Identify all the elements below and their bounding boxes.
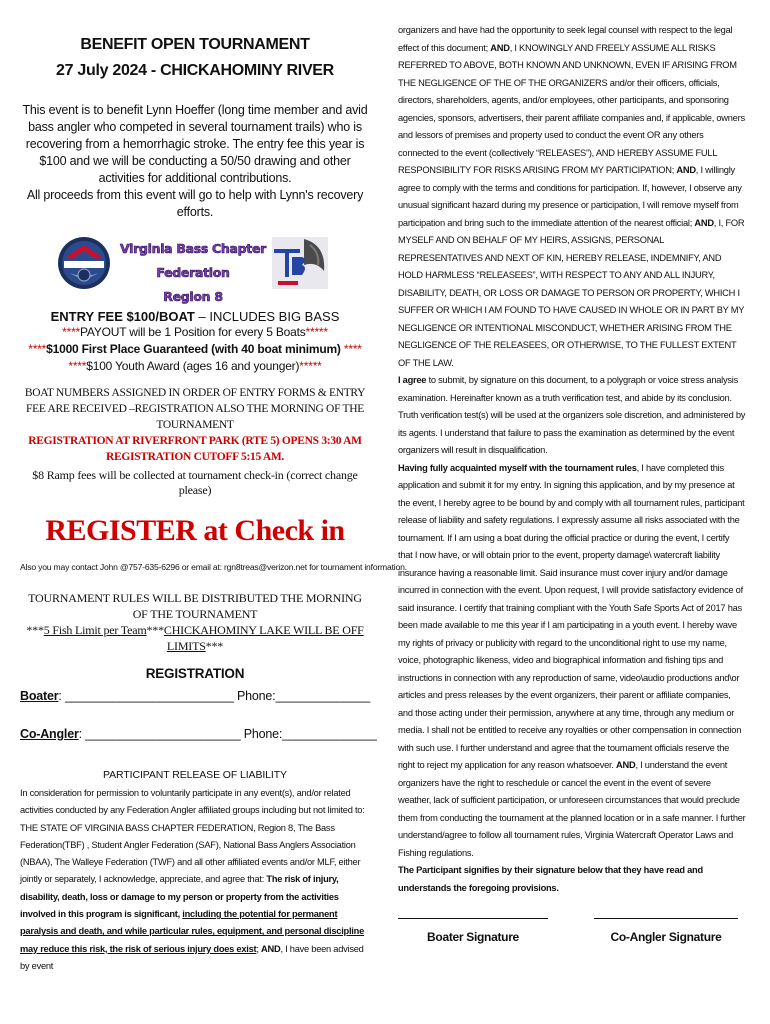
release-p3-bold: Having fully acquainted myself with the tournament rules (398, 462, 637, 473)
left-column (20, 36, 407, 975)
release-p2-bold: I agree (398, 375, 427, 385)
federation-logo-text (118, 237, 268, 309)
release-p1-d: , I, FOR MYSELF AND ON BEHALF OF MY HEIRS, ASSIGNS, PERSONAL REPRESENTATIVES AND NEXT OF KIN, HEREBY RELEASE, INDEMNIFY, AND HOLD HARMLESS “RELEASEES”, WITH RESPECT TO ANY AND ALL INJURY, DISABILITY, DEATH, OR LOSS OR DAMAGE TO PERSON OR PROPERTY, WHICH I SUFFER OR WHICH I AM FOUND TO HAVE CAUSED IN WHOLE OR IN PART BY MY NEGLIGENCE OR INTENTIONAL MISCONDUCT, WHETHER ARISING FROM THE NEGLIGENCE OF THE RELEASEES, OR OTHERWISE, TO THE FULLEST EXTENT OF THE LAW. (398, 217, 745, 368)
release-p3-text: , I have completed this application and submit it for my entry. In signing this application, and by my presence at the event, I hereby agree to be bound by and comply with all tournament rules, participant release of liability and safety regulations. I expressly assume all risks associated with the tournament. If I am using a boat during the official practice or during the event, I certify that I now have, or will obtain prior to the event, property damage\ watercraft liability insurance having a reasonable limit. Said insurance must cover injury and/or damage incurred in connection with the event. Upon request, I will provide satisfactory evidence of said insurance. I certify that training compliant with the Youth Safe Sports Act of 2017 has been made available to me this year if I am participating in a youth event. I hereby wave my rights of privacy or publicity with regard to the unconditional right to use my name, voice, photographic likeness, video and biographical information and fishing tips and instructions in connection with any reproduction of same, video\audio productions and\or articles and press releases by the event organizers, their parent or affiliate companies, and those acting under their permission, anywhere at any time, through any medium or media. I shall not be entitled to receive any royalties or other compensation in connection with such use. I further understand and agree that the tournament officials reserve the right to reject my application for any reason whatsoever. (398, 462, 745, 770)
release-left-part2: ; (256, 943, 262, 954)
payout-text: PAYOUT will be 1 Position for every 5 Boats (80, 325, 306, 339)
boater-signature-line[interactable] (398, 918, 548, 919)
limit-mid-stars: *** (146, 623, 164, 637)
coangler-signature-label: Co-Angler Signature (610, 930, 722, 944)
federation-region: Region 8 (163, 289, 223, 304)
first-place-text: $1000 First Place Guaranteed (with 40 boat minimum) (46, 342, 341, 356)
release-p1-and1: AND (490, 42, 510, 53)
coangler-signature-line[interactable] (594, 918, 738, 919)
release-p1-a: organizers and have had the opportunity to seek legal counsel with respect to the legal effect of this document; (398, 25, 733, 53)
payout-stars-before: **** (62, 325, 81, 339)
right-column (398, 22, 746, 897)
intro-paragraph: This event is to benefit Lynn Hoeffer (long time member and avid bass angler who competed in several tournament trails) who is recovering from a hemorrhagic stroke. The entry fee this year is $100 and we will be conducting a 50/50 drawing and other activities for additional contributions. (22, 103, 368, 185)
release-paragraph-2 (398, 372, 746, 460)
registration-location: REGISTRATION AT RIVERFRONT PARK (RTE 5) OPENS 3:30 AM (28, 435, 362, 447)
release-paragraph-1 (398, 22, 746, 372)
youth-stars-after: ***** (299, 359, 322, 373)
first-place-stars-before: **** (28, 342, 47, 356)
release-left-part1: In consideration for permission to voluntarily participate in any event(s), and/or related activities conducted by any Federation Angler affiliated groups including but not limited to: THE STATE OF VIRGINIA BASS CHAPTER FEDERATION, Region 8, The Bass Federation(TBF) , Student Angler Federation (SAF), National Bass Anglers Association (NBAA), The Walleye Federation (TWF) and all other affiliated events and/or MLF, either jointly or separately, I acknowledge, appreciate, and agree that: (20, 788, 365, 885)
coangler-field[interactable] (20, 727, 377, 741)
release-text-left (20, 785, 370, 975)
release-p2-text: to submit, by signature on this document, to a polygraph or voice stress analysis examination. Hereinafter known as a truth verification test, and abide by its conclusion. Truth verification test(s) will be used at the organizers sole discretion, and administered by its agents. I understand that failure to pass the examination as determined by the event organizers will result in disqualification. (398, 375, 746, 455)
fish-limit-text: 5 Fish Limit per Team (43, 623, 147, 637)
event-title: BENEFIT OPEN TOURNAMENT (80, 36, 310, 53)
sponsor-logos (20, 231, 370, 307)
tbf-logo-icon (270, 231, 330, 295)
rules-limits (20, 622, 370, 654)
release-p4-bold: The Participant signifies by their signature below that they have read and understands the foregoing provisions. (398, 865, 703, 893)
rules-distributed-note: TOURNAMENT RULES WILL BE DISTRIBUTED THE MORNING OF THE TOURNAMENT (28, 591, 362, 621)
coangler-label: Co-Angler (20, 727, 79, 741)
boater-signature-label: Boater Signature (427, 930, 519, 944)
register-banner: REGISTER at Check in (45, 514, 345, 547)
entry-fee (20, 309, 370, 324)
limit-prefix-stars: *** (26, 623, 44, 637)
contact-info: Also you may contact John @757-635-6296 or email at: rgn8treas@verizon.net for tournament information. (20, 562, 407, 572)
entry-fee-amount: ENTRY FEE $100/BOAT (50, 309, 195, 324)
entry-fee-includes: – INCLUDES BIG BASS (194, 309, 340, 324)
boater-field[interactable] (20, 689, 370, 703)
registration-cutoff: REGISTRATION CUTOFF 5:15 AM. (106, 451, 284, 463)
intro-text (20, 102, 370, 221)
release-p3-and: AND (616, 760, 636, 770)
ramp-fees-note: $8 Ramp fees will be collected at tournament check-in (correct change please) (32, 468, 358, 497)
release-p1-and3: AND (694, 217, 714, 228)
release-p3-text2: , I understand the event organizers have the right to reschedule or cancel the event in the event of severe weather, lack of sufficient participation, or unforeseen circumstances that would preclude them from conducting the tournament at the planned location or in a safe manner. I further understand/agree to follow all tournament rules, Virginia Watercraft Operator Laws and Fishing regulations. (398, 760, 746, 858)
coangler-blank[interactable]: : _______________________ Phone:______________ (78, 727, 377, 741)
youth-award-info (20, 358, 370, 375)
release-paragraph-4 (398, 862, 746, 897)
limit-suffix-stars: *** (205, 639, 224, 653)
release-left-part3: , I have been advised by event (20, 943, 364, 971)
youth-text: $100 Youth Award (ages 16 and younger) (86, 359, 300, 373)
payout-info (20, 324, 370, 341)
release-p1-and2: AND (676, 165, 696, 175)
registration-heading: REGISTRATION (145, 666, 245, 681)
youth-stars-before: **** (68, 359, 87, 373)
release-left-bold1: The risk of injury, disability, death, loss or damage to my person or property from the activities involved in this program is significant, (20, 874, 339, 920)
event-date-location: 27 July 2024 - CHICKAHOMINY RIVER (56, 62, 334, 79)
intro-proceeds: All proceeds from this event will go to help with Lynn's recovery efforts. (26, 188, 364, 219)
first-place-info (20, 341, 370, 358)
release-heading: PARTICIPANT RELEASE OF LIABILITY (103, 769, 287, 781)
release-p1-c: , I willingly agree to comply with the terms and conditions for participation. If, however, I observe any unusual significant hazard during my presence or participation, I will remove myself from participation and bring such to the immediate attention of the nearest official; (398, 165, 742, 228)
payout-stars-after: ***** (305, 325, 328, 339)
signature-area (398, 918, 746, 958)
release-left-and: AND (261, 943, 281, 954)
mlf-partners-logo-icon (56, 235, 112, 291)
boater-blank[interactable]: : _________________________ Phone:______________ (58, 689, 370, 703)
first-place-stars-after: **** (340, 342, 362, 356)
rules-info (20, 590, 370, 654)
registration-info (20, 385, 370, 465)
release-paragraph-3 (398, 460, 746, 863)
boater-label: Boater (20, 689, 59, 703)
boat-numbers-note: BOAT NUMBERS ASSIGNED IN ORDER OF ENTRY FORMS & ENTRY FEE ARE RECEIVED –REGISTRATION ALSO THE MORNING OF THE TOURNAMENT (24, 387, 366, 431)
federation-name: Virginia Bass Chapter Federation (119, 241, 267, 280)
release-left-bold-underline: including the potential for permanent paralysis and death, and while particular rules, equipment, and personal discipline may reduce this risk, the risk of serious injury does exist (20, 909, 364, 954)
release-p1-b: , I KNOWINGLY AND FREELY ASSUME ALL RISKS REFERRED TO ABOVE, BOTH KNOWN AND UNKNOWN, EVEN IF ARISING FROM THE NEGLIGENCE OF THE OF THE ORGANIZERS and/or their officers, officials, directors, shareholders, agents, and/or employees, other participants, and sponsoring agencies, sponsors, advertisers, their parent affiliate companies and, if applicable, owners and lessors of premises and property used to conduct the event OR any others connected to the event (collectively “RELEASES”), AND HEREBY ASSUME FULL RESPONSIBILITY FOR RISKS ARISING FROM MY PARTICIPATION; (398, 42, 745, 175)
off-limits-text: CHICKAHOMINY LAKE WILL BE OFF LIMITS (163, 623, 364, 653)
